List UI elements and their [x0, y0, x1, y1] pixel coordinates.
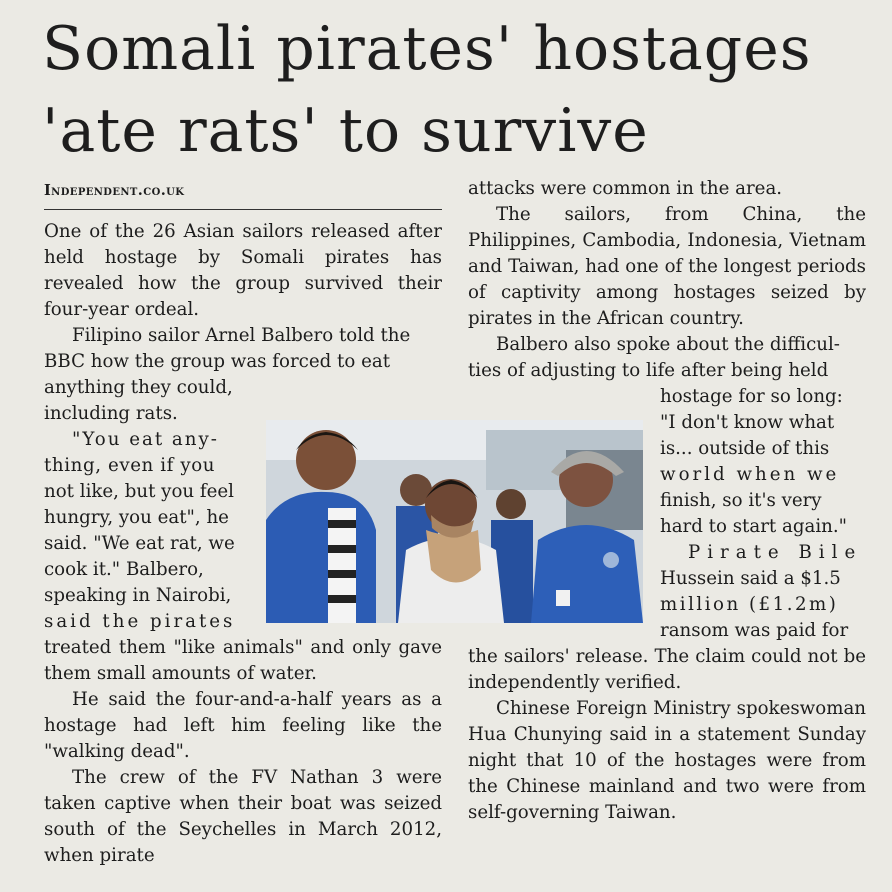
paragraph-difficulties-b: ties of adjusting to life after being held: [468, 360, 829, 381]
wrap-line: Hussein said a $1.5: [660, 568, 841, 589]
photo-of-released-sailors-icon: [266, 420, 643, 623]
paragraph-difficulties-a: Balbero also spoke about the difficul-: [496, 334, 840, 355]
wrap-line: "I don't know what: [660, 412, 835, 433]
paragraph-balbero-line-d: including rats.: [44, 403, 178, 424]
wrap-line: world when we: [660, 464, 840, 485]
quote-block: [44, 427, 249, 635]
wrap-block: [660, 384, 866, 644]
wrap-line: million (£1.2m): [660, 594, 839, 615]
source-credit: Independent.co.uk: [44, 180, 442, 210]
headline: [42, 8, 882, 172]
quote-line: said. "We eat rat, we: [44, 533, 235, 554]
quote-line: speaking in Nairobi,: [44, 585, 232, 606]
paragraph-walking-dead: He said the four-and-a-half years as a hostage had left him feeling like the "walking dead".: [44, 689, 442, 762]
wrap-line: hostage for so long:: [660, 386, 843, 407]
wrap-line: hard to start again.": [660, 516, 847, 537]
paragraph-balbero-line-b: BBC how the group was forced to eat: [44, 351, 390, 372]
wrap-line: is... outside of this: [660, 438, 830, 459]
paragraph-sailors: The sailors, from China, the Philippines, Cambodia, Indonesia, Vietnam and Taiwan, had one of the longest periods of captivity among hostages seized by pirates in the African country.: [468, 204, 866, 329]
paragraph-ministry: Chinese Foreign Ministry spokeswoman Hua Chunying said in a statement Sunday night that 10 of the hostages were from the Chinese mainland and two were from self-governing Taiwan.: [468, 698, 866, 823]
paragraph-animals: treated them "like animals" and only gave them small amounts of water.: [44, 637, 442, 684]
headline-line-2: 'ate rats' to survive: [42, 96, 649, 166]
wrap-line: ransom was paid for: [660, 620, 849, 641]
quote-line: cook it." Balbero,: [44, 559, 204, 580]
quote-line: hungry, you eat", he: [44, 507, 229, 528]
paragraph-attacks: attacks were common in the area.: [468, 178, 783, 199]
headline-line-1: Somali pirates' hostages: [42, 14, 812, 84]
wrap-line: finish, so it's very: [660, 490, 822, 511]
news-photo: [266, 420, 643, 623]
quote-line: not like, but you feel: [44, 481, 234, 502]
paragraph-balbero-line-a: Filipino sailor Arnel Balbero told the: [72, 325, 411, 346]
paragraph-intro: One of the 26 Asian sailors released after held hostage by Somali pirates has revealed how the group survived their four-year ordeal.: [44, 221, 442, 320]
paragraph-release: the sailors' release. The claim could not be independently verified.: [468, 646, 866, 693]
paragraph-crew: The crew of the FV Nathan 3 were taken captive when their boat was seized south of the Seychelles in March 2012, when pirate: [44, 767, 442, 866]
quote-line: "You eat any-: [72, 429, 219, 450]
wrap-line: Pirate Bile: [688, 542, 863, 563]
quote-line: thing, even if you: [44, 455, 216, 476]
quote-line: said the pirates: [44, 611, 236, 632]
paragraph-balbero-line-c: anything they could,: [44, 377, 233, 398]
